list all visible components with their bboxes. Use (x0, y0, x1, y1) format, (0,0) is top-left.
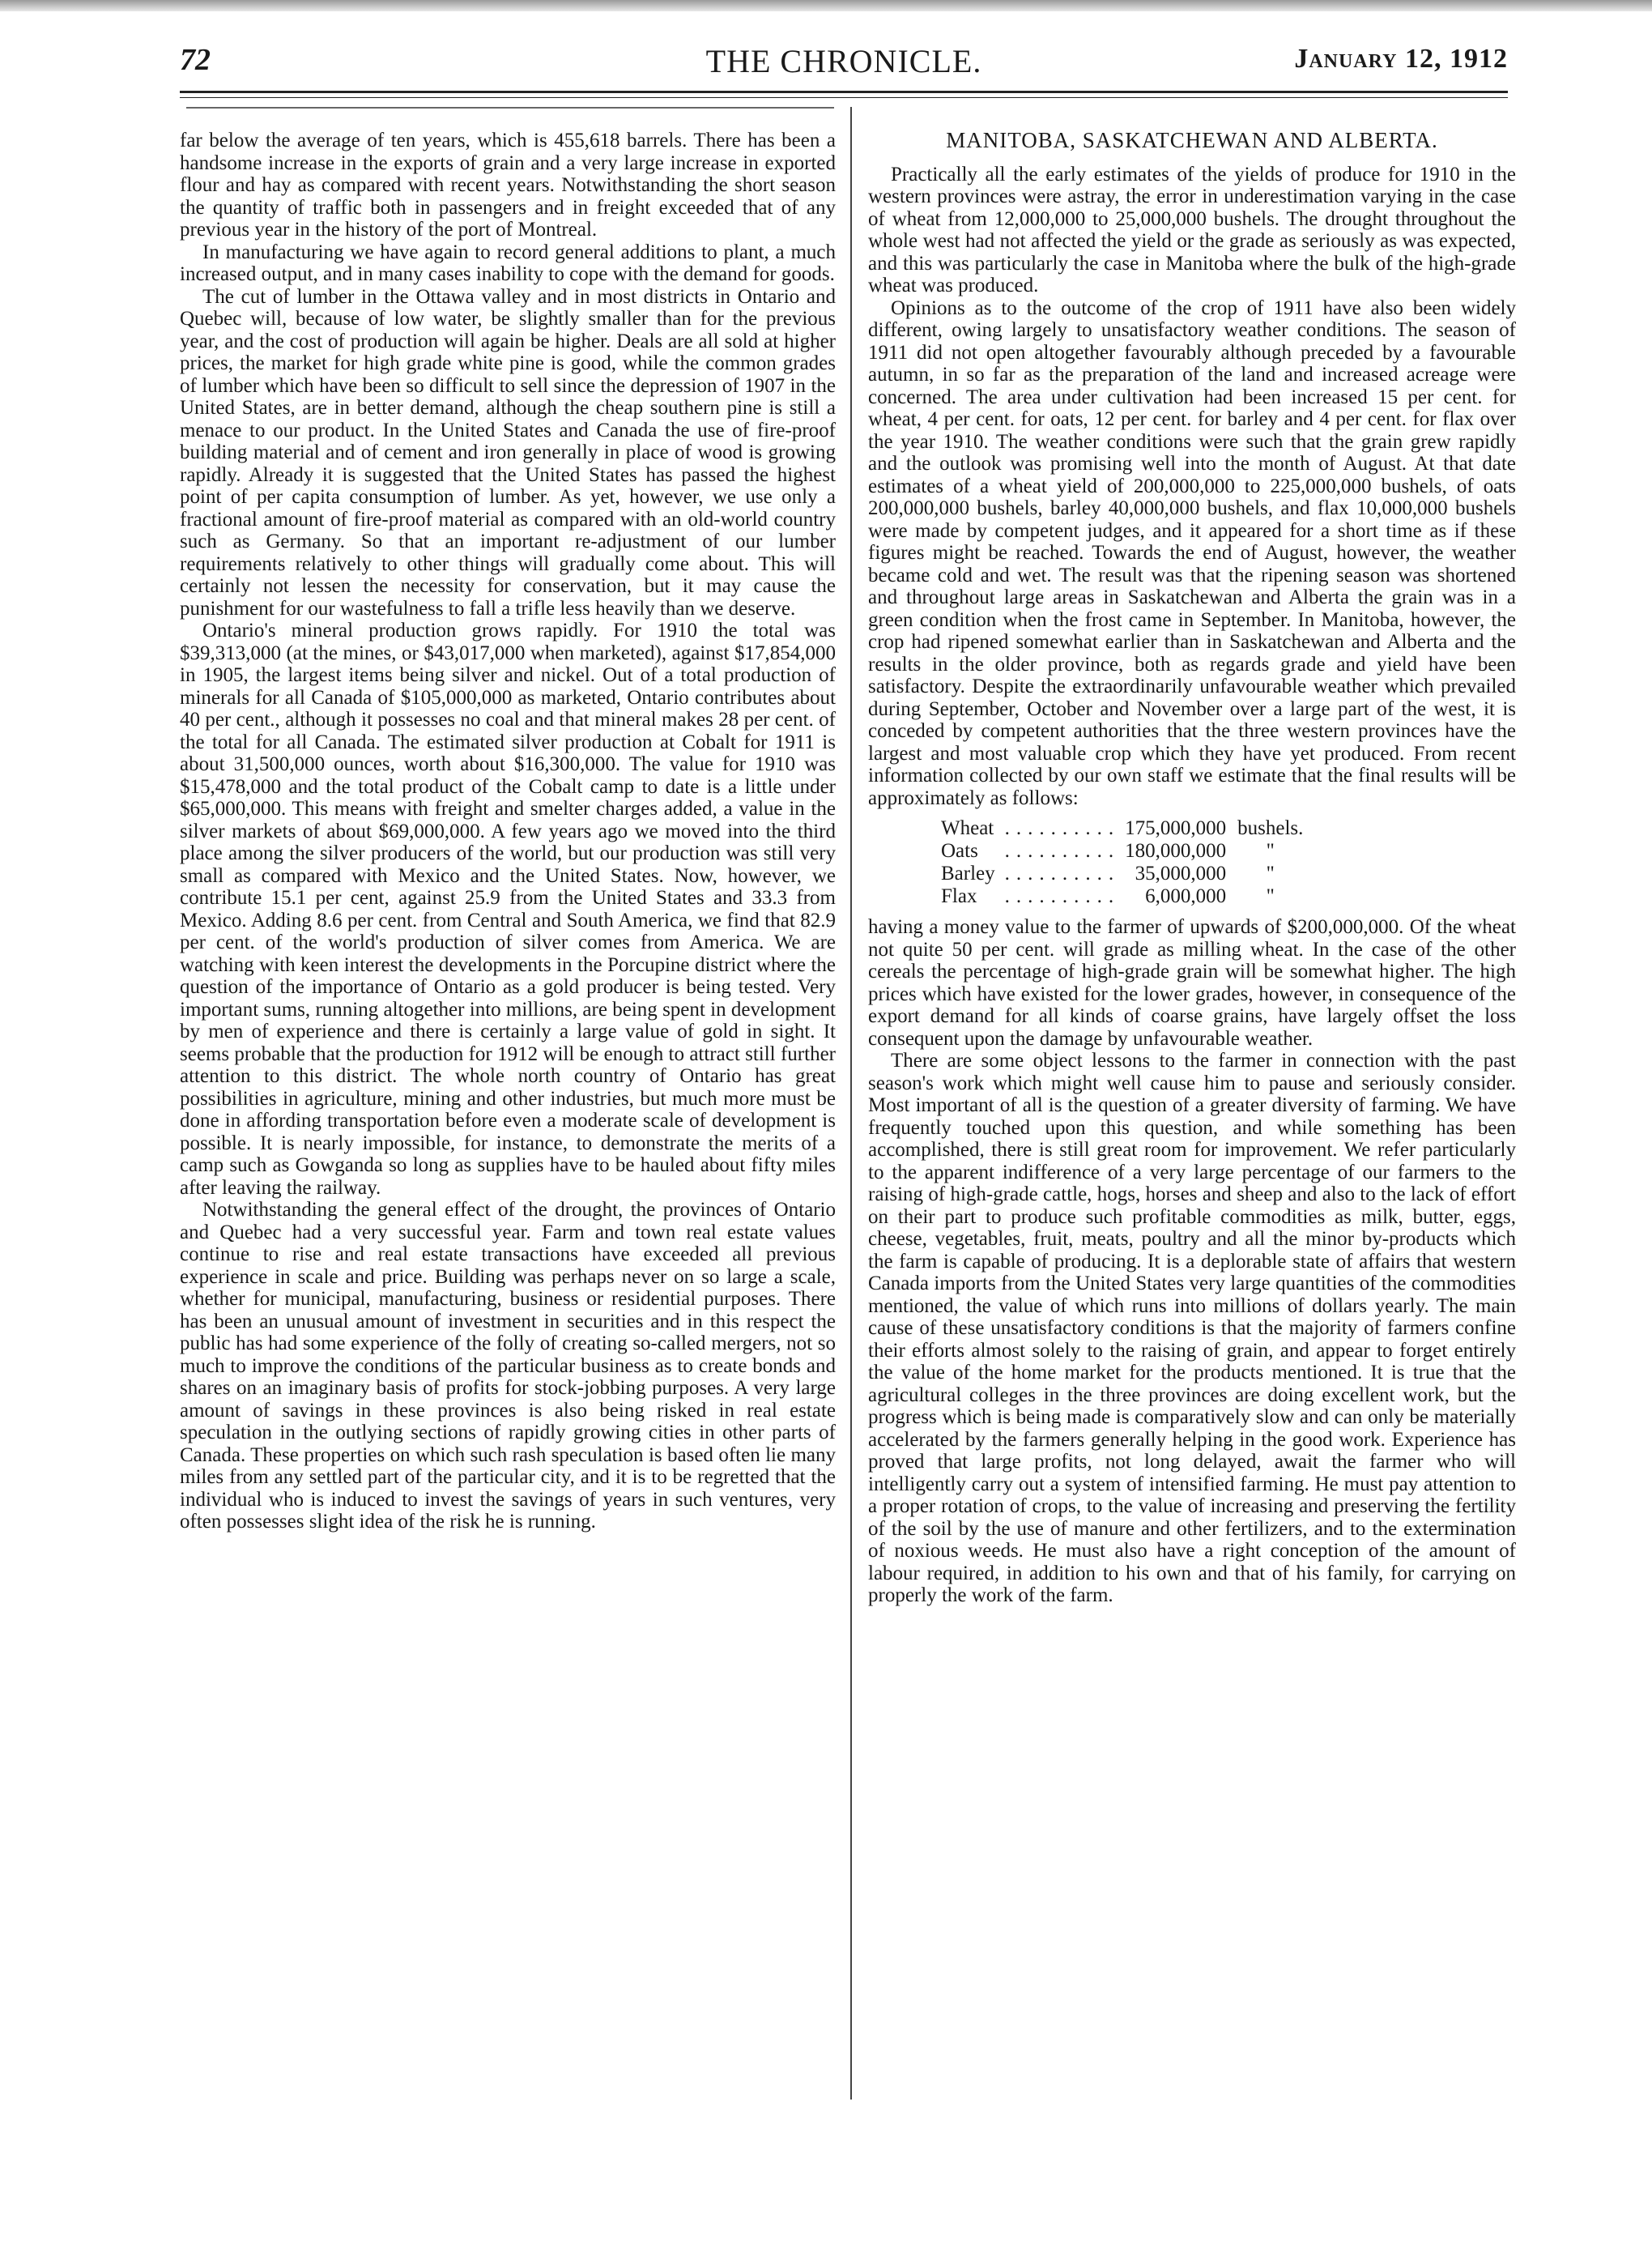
table-row (941, 885, 1313, 908)
leader-dots: .......... (1004, 840, 1121, 862)
paragraph: The cut of lumber in the Ottawa valley and in most districts in Ontario and Quebec will, because of low water, be slightly smaller than for the previous year, and the cost of production will again be higher. Deals are all sold at higher prices, the market for high grade white pine is good, while the common grades of lumber which have been so difficult to sell since the depression of 1907 in the United States, are in better demand, although the cheap southern pine is still a menace to our product. In the United States and Canada the use of fire-proof building material and of cement and iron generally in place of wood is growing rapidly. Already it is suggested that the United States has passed the highest point of per capita consumption of lumber. As yet, however, we use only a fractional amount of fire-proof material as compared with an old-world country such as Germany. So that an important re-adjustment of our lumber requirements relatively to other things will gradually come about. This will certainly not lessen the necessity for conservation, but it may cause the punishment for our wastefulness to fall a trifle less heavily than we deserve. (180, 285, 836, 620)
left-column-top-rule (186, 107, 834, 109)
crop-name: Flax (941, 885, 977, 907)
paragraph: Practically all the early estimates of the yields of produce for 1910 in the western provinces were astray, the error in underestimation varying in the case of wheat from 12,000,000 to 25,000,000 bushels. The drought throughout the whole west had not affected the yield or the grade as seriously as was expected, and this was particularly the case in Manitoba where the bulk of the high-grade wheat was produced. (868, 163, 1516, 296)
section-title: MANITOBA, SASKATCHEWAN AND ALBERTA. (946, 128, 1438, 152)
crop-amount: 175,000,000 (1125, 817, 1227, 839)
header-rule-thin (180, 97, 1508, 98)
paragraph: There are some object lessons to the farmer in connection with the past season's work which might well cause him to pause and seriously consider. Most important of all is the question of a greater diversity of farming. We have frequently touched upon this question, and while something has been accomplished, there is still great room for improvement. We refer particularly to the apparent indifference of a very large percentage of our farmers to the raising of high-grade cattle, hogs, horses and sheep and also to the lack of effort on their part to produce such profitable commodities as milk, butter, eggs, cheese, vegetables, fruit, meats, poultry and all the minor by-products which the farm is capable of producing. It is a deplorable state of affairs that western Canada imports from the United States very large quantities of the commodities mentioned, the value of which runs into millions of dollars yearly. The main cause of these unsatisfactory conditions is that the majority of farmers confine their efforts almost solely to the raising of grain, and appear to forget entirely the value of the home market for the products mentioned. It is true that the agricultural colleges in the three provinces are doing excellent work, but the progress which is being made is comparatively slow and can only be materially accelerated by the farmers generally helping in the good work. Experience has proved that large profits, not long delayed, await the farmer who will intelligently carry out a system of intensified farming. He must pay attention to a proper rotation of crops, to the value of increasing and preserving the fertility of the soil by the use of manure and other fertilizers, and to the extermination of noxious weeds. He must also have a right conception of the amount of labour required, in addition to his own and that of his family, for carrying on properly the work of the farm. (868, 1050, 1516, 1606)
crop-unit: " (1266, 885, 1275, 907)
crop-estimate-table (941, 817, 1313, 908)
crop-unit: " (1266, 840, 1275, 862)
page-number: 72 (180, 43, 211, 77)
table-row (941, 817, 1313, 840)
issue-date: January 12, 1912 (1294, 44, 1508, 74)
column-divider (850, 107, 852, 2100)
running-head: THE CHRONICLE. (705, 43, 982, 79)
crop-amount: 35,000,000 (1135, 863, 1227, 885)
leader-dots: .......... (1004, 863, 1121, 885)
crop-amount: 180,000,000 (1125, 840, 1227, 862)
left-column (180, 130, 836, 1533)
leader-dots: .......... (1004, 885, 1121, 907)
crop-amount: 6,000,000 (1145, 885, 1227, 907)
crop-name: Wheat (941, 817, 994, 839)
paragraph: far below the average of ten years, which is 455,618 barrels. There has been a handsome increase in the exports of grain and a very large increase in exported flour and hay as compared with recent years. Notwithstanding the short season the quantity of traffic both in passengers and in freight exceeded that of any previous year in the history of the port of Montreal. (180, 130, 836, 241)
crop-name: Oats (941, 840, 978, 862)
paragraph: In manufacturing we have again to record general additions to plant, a much increased output, and in many cases inability to cope with the demand for goods. (180, 241, 836, 285)
paragraph: Ontario's mineral production grows rapidly. For 1910 the total was $39,313,000 (at the mines, or $43,017,000 when marketed), against $17,854,000 in 1905, the largest items being silver and nickel. Out of a total production of minerals for all Canada of $105,000,000 as marketed, Ontario contributes about 40 per cent., although it possesses no coal and that mineral makes 28 per cent. of the total for all Canada. The estimated silver production at Cobalt for 1911 is about 31,500,000 ounces, worth about $16,300,000. The value for 1910 was $15,478,000 and the total product of the Cobalt camp to date is a little under $65,000,000. This means with freight and smelter charges added, a value in the silver markets of about $69,000,000. A few years ago we moved into the third place among the silver producers of the world, but our production was still very small as compared with Mexico and the United States. Now, however, we contribute 15.1 per cent, against 25.9 from the United States and 33.3 from Mexico. Adding 8.6 per cent. from Central and South America, we find that 82.9 per cent. of the world's production of silver comes from America. We are watching with keen interest the developments in the Porcupine district where the question of the importance of Ontario as a gold producer is being tested. Very important sums, running altogether into millions, are being spent in development by men of experience and there is certainly a large value of gold in sight. It seems probable that the production for 1912 will be enough to attract still further attention to this district. The whole north country of Ontario has great possibilities in agriculture, mining and other industries, but much more must be done in affording transportation before even a moderate scale of development is possible. It is nearly impossible, for instance, to demonstrate the merits of a camp such as Gowganda so long as supplies have to be hauled about fifty miles after leaving the railway. (180, 620, 836, 1199)
leader-dots: .......... (1004, 817, 1121, 839)
table-row (941, 863, 1313, 885)
table-row (941, 840, 1313, 863)
right-column (868, 130, 1516, 1607)
paragraph: Opinions as to the outcome of the crop of 1911 have also been widely different, owing largely to unsatisfactory weather conditions. The season of 1911 did not open altogether favourably although preceded by a favourable autumn, in so far as the preparation of the land and increased acreage were concerned. The area under cultivation had been increased 15 per cent. for wheat, 4 per cent. for oats, 12 per cent. for barley and 4 per cent. for flax over the year 1910. The weather conditions were such that the grain grew rapidly and the outlook was promising well into the month of August. At that date estimates of a wheat yield of 200,000,000 to 225,000,000 bushels, of oats 200,000,000 bushels, barley 40,000,000 bushels, and flax 10,000,000 bushels were made by competent judges, and it appeared for a short time as if these figures might be reached. Towards the end of August, however, the weather became cold and wet. The result was that the ripening season was shortened and throughout large areas in Saskatchewan and Alberta the grain was in a green condition when the frost came in September. In Manitoba, however, the crop had ripened somewhat earlier than in Saskatchewan and Alberta and the results in the older province, both as regards grade and yield have been satisfactory. Despite the extraordinarily unfavourable weather which prevailed during September, October and November over a large part of the west, it is conceded by competent authorities that the three western provinces have the largest and most valuable crop which they have yet produced. From recent information collected by our own staff we estimate that the final results will be approximately as follows: (868, 296, 1516, 809)
page-header (180, 37, 1508, 86)
paragraph: having a money value to the farmer of upwards of $200,000,000. Of the wheat not quite 50 per cent. will grade as milling wheat. In the case of the other cereals the percentage of high-grade grain will be somewhat higher. The high prices which have existed for the lower grades, however, in consequence of the export demand for all kinds of coarse grains, have largely offset the loss consequent upon the damage by unfavourable weather. (868, 916, 1516, 1050)
paragraph: Notwithstanding the general effect of the drought, the provinces of Ontario and Quebec had a very successful year. Farm and town real estate values continue to rise and real estate transactions have exceeded all previous experience in scale and price. Building was perhaps never on so large a scale, whether for municipal, manufacturing, business or residential purposes. There has been an unusual amount of investment in securities and in this respect the public has had some experience of the folly of creating so-called mergers, not so much to improve the conditions of the particular business as to create bonds and shares on an imaginary basis of profits for stock-jobbing purposes. A very large amount of savings in these provinces is also being risked in real estate speculation in the outlying sections of rapidly growing cities in other parts of Canada. These properties on which such rash speculation is based often lie many miles from any settled part of the particular city, and it is to be regretted that the individual who is induced to invest the savings of years in such ventures, very often possesses slight idea of the risk he is running. (180, 1199, 836, 1533)
crop-unit: " (1266, 863, 1275, 885)
header-rule-thick (180, 91, 1508, 93)
crop-name: Barley (941, 863, 995, 885)
crop-unit: bushels. (1237, 817, 1304, 839)
scan-edge-strip (0, 0, 1652, 11)
